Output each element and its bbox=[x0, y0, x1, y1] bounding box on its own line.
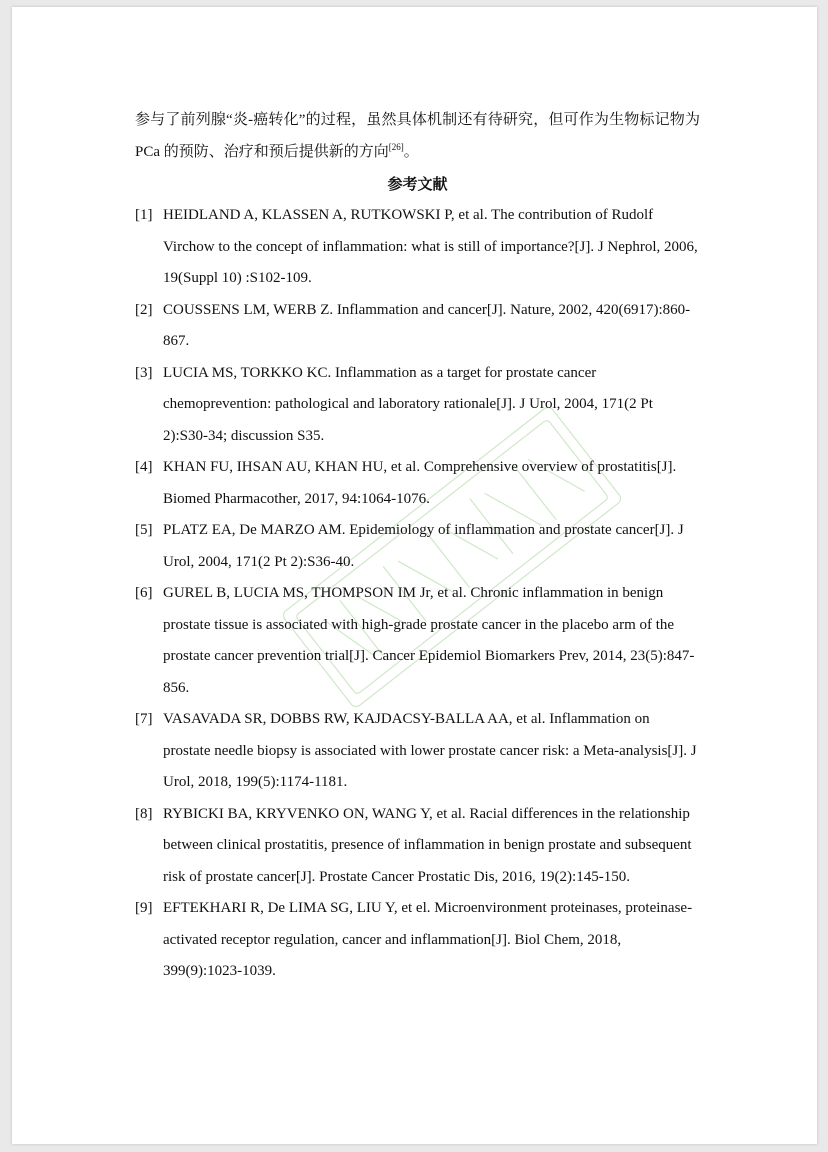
citation-superscript: [26] bbox=[388, 142, 404, 152]
reference-text: HEIDLAND A, KLASSEN A, RUTKOWSKI P, et al. The contribution of Rudolf Virchow to the concept of inflammation: what is still of importance?[J]. J Nephrol, 2006, 19(Suppl 10) :S102-109. bbox=[163, 207, 698, 286]
reference-number: [9] bbox=[135, 900, 153, 916]
reference-number: [2] bbox=[135, 301, 153, 318]
document-body bbox=[135, 104, 700, 988]
intro-paragraph bbox=[135, 104, 700, 168]
reference-item bbox=[135, 295, 700, 358]
reference-item bbox=[135, 452, 700, 515]
intro-text: 参与了前列腺“炎-癌转化”的过程，虽然具体机制还有待研究，但可作为生物标记物为 PCa 的预防、治疗和预后提供新的方向 bbox=[135, 112, 700, 160]
reference-number: [5] bbox=[135, 522, 153, 538]
reference-number: [1] bbox=[135, 207, 153, 223]
intro-tail: 。 bbox=[403, 144, 419, 160]
reference-text: EFTEKHARI R, De LIMA SG, LIU Y, et el. Microenvironment proteinases, proteinase-activated receptor regulation, cancer and inflammation[J]. Biol Chem, 2018, 399(9):1023-1039. bbox=[163, 900, 693, 979]
reference-item bbox=[135, 358, 700, 453]
reference-number: [6] bbox=[135, 585, 153, 601]
reference-item bbox=[135, 515, 700, 578]
reference-text: VASAVADA SR, DOBBS RW, KAJDACSY-BALLA AA, et al. Inflammation on prostate needle biopsy is associated with lower prostate cancer risk: a Meta-analysis[J]. J Urol, 2018, 199(5):1174-1181. bbox=[163, 711, 697, 790]
reference-text: RYBICKI BA, KRYVENKO ON, WANG Y, et al. Racial differences in the relationship between clinical prostatitis, presence of inflammation in benign prostate and subsequent risk of prostate cancer[J]. Prostate Cancer Prostatic Dis, 2016, 19(2):145-150. bbox=[163, 805, 692, 885]
reference-text: KHAN FU, IHSAN AU, KHAN HU, et al. Comprehensive overview of prostatitis[J]. Biomed Pharmacother, 2017, 94:1064-1076. bbox=[163, 459, 677, 507]
reference-text: GUREL B, LUCIA MS, THOMPSON IM Jr, et al. Chronic inflammation in benign prostate tissue is associated with high-grade prostate cancer in the placebo arm of the prostate cancer prevention trial[J]. Cancer Epidemiol Biomarkers Prev, 2014, 23(5):847-856. bbox=[163, 585, 695, 696]
reference-text: COUSSENS LM, WERB Z. Inflammation and cancer[J]. Nature, 2002, 420(6917):860-867. bbox=[163, 301, 691, 349]
reference-list bbox=[135, 200, 700, 988]
reference-item bbox=[135, 704, 700, 799]
reference-number: [4] bbox=[135, 459, 153, 475]
reference-item bbox=[135, 578, 700, 704]
reference-number: [7] bbox=[135, 711, 153, 727]
reference-number: [3] bbox=[135, 364, 153, 381]
document-page bbox=[12, 7, 817, 1144]
reference-item bbox=[135, 200, 700, 295]
reference-number: [8] bbox=[135, 805, 153, 822]
reference-text: LUCIA MS, TORKKO KC. Inflammation as a target for prostate cancer chemoprevention: pathological and laboratory rationale[J]. J Urol, 2004, 171(2 Pt 2):S30-34; discussion S35. bbox=[163, 364, 653, 444]
reference-item bbox=[135, 893, 700, 988]
reference-item bbox=[135, 799, 700, 894]
reference-text: PLATZ EA, De MARZO AM. Epidemiology of inflammation and prostate cancer[J]. J Urol, 2004, 171(2 Pt 2):S36-40. bbox=[163, 522, 684, 570]
references-heading: 参考文献 bbox=[387, 175, 448, 193]
